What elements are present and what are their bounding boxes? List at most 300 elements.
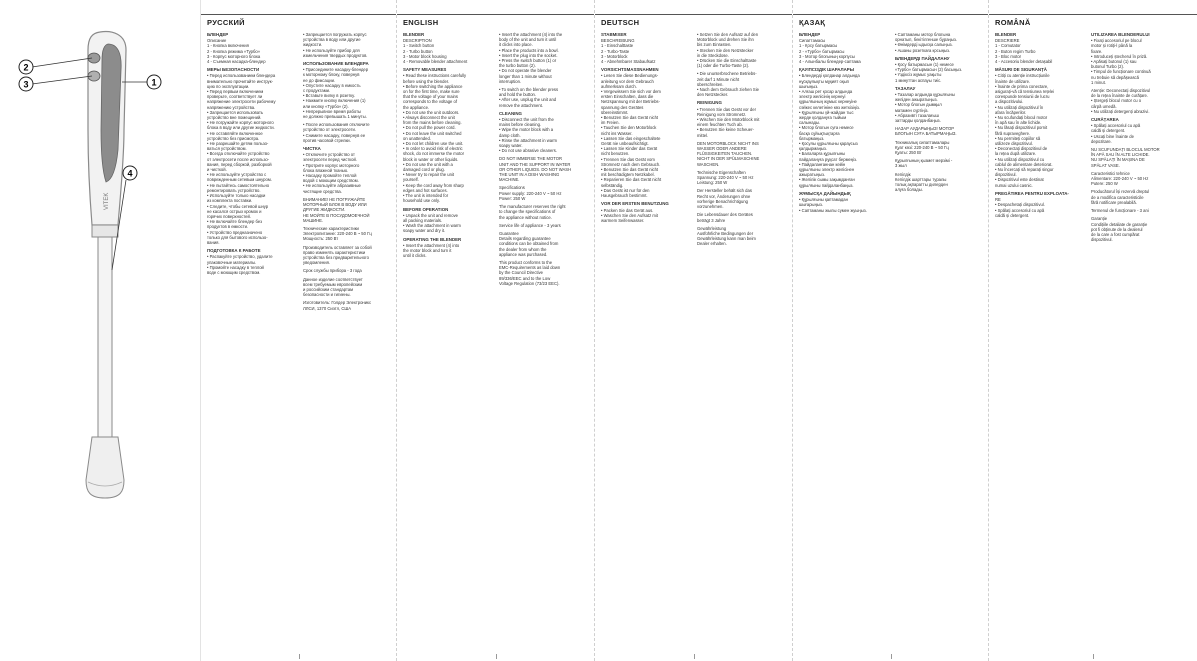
text-block [1091,32,1181,85]
text-line: не должно превышать 1 минуты. [303,114,367,120]
text-line: Мощность: 250 Вт [303,236,339,242]
fold-mark [891,654,892,659]
text-block [499,87,589,108]
text-line: Кепілдік шарттары туралы [895,176,947,182]
text-line: Данное изделие соответствует [303,276,363,282]
svg-text:4: 4 [127,168,133,179]
text-line: блока влажной тканью. [303,167,349,173]
text-line: Описание [207,38,227,44]
text-line: внимательно прочитайте инструк- [207,78,274,84]
text-line: • Setzen Sie den Aufsatz auf den [697,32,759,37]
text-line: • Саптаманы мотор блогына [895,32,951,37]
text-line: asigurați-vă că tensiunea rețelei [995,89,1055,95]
text-line: • Deconectați dispozitivul de [995,146,1048,152]
text-line: anleitung vor dem Gebrauch [601,78,654,84]
text-line: Power: 250 W [499,195,526,201]
callout-3 [19,77,33,91]
text-line: • Do not operate the blender [499,68,552,74]
text-line: алуға болады. [895,187,923,193]
section-heading: BLENDER [995,32,1017,37]
text-line: • Before switching the appliance [403,83,463,89]
text-line: cârpă umedă. [1091,103,1117,109]
text-block [303,226,393,242]
text-line: • Протрите корпус моторного [303,162,360,168]
text-block [499,223,589,228]
text-line: selbständig. [601,182,624,188]
text-line: • Insert the plug into the socket. [499,52,558,58]
text-block [601,67,688,198]
text-line: Gewährleistung kann man beim [697,236,756,242]
text-line: DEN MOTORBLOCK NICHT INS [697,140,759,146]
illustration-panel [0,0,200,661]
text-line: • Nu utilizați dispozitivul în [995,104,1044,110]
text-line: • Ашаны розеткаға қосыңыз. [895,47,951,53]
text-line: Технические характеристики [303,225,359,231]
text-line: mittel. [697,132,709,138]
text-block [895,32,985,53]
text-line: Caracteristici tehnice [1091,170,1130,176]
text-line: DESCRIERE [995,38,1020,44]
text-line: 3 жыл [895,163,907,169]
text-line: • Мотор блогын дымқыл [895,102,942,108]
text-block [499,204,589,220]
text-line: WASCHEN. [697,161,720,167]
callout-1 [147,75,161,89]
text-line: Қуаты: 250 Вт [895,150,922,156]
text-line: ее до фиксации. [303,77,336,83]
text-block [499,260,589,286]
text-line: 3 - Motor block housing [403,53,447,59]
text-line: Reinigung vom Stromnetz. [697,111,747,117]
text-line: устройство вне помещений. [207,115,262,121]
section-heading: BEFORE OPERATION [403,206,449,212]
section-heading: БЛЕНДЕРДІ ПАЙДАЛАНУ [895,55,950,61]
text-line: de a modifica caracteristicile [1091,194,1144,200]
text-line: құрылғының жұмыс кернеуіне [799,99,857,105]
text-line: заттарды қолданбаңыз. [895,118,941,124]
language-title: DEUTSCH [601,18,640,27]
text-line: and hold the button. [499,92,537,98]
text-block [403,67,490,203]
text-line: горячих поверхностей. [207,213,252,219]
text-line: beträgt 3 Jahre [697,217,726,223]
section-heading: PREGĂTIREA PENTRU EXPLOATA- [995,190,1069,196]
text-line: • Не включайте блендер без [207,219,263,225]
text-line: жерде қолдануға тыйым [799,115,847,121]
text-line: 1 - Comutator [995,43,1021,49]
page-header [201,14,396,27]
text-line: • Снимите насадку, повернув ее [303,132,366,138]
text-line: in die Steckdose. [697,52,729,58]
text-block [303,122,393,143]
text-line: • Timpul de funcționare continuă [1091,69,1151,75]
text-line: THE UNIT IN A DISH WASHING [499,172,560,178]
text-block [207,67,294,245]
text-line: în apă sau în alte lichide. [995,120,1042,126]
callout-2 [19,60,33,74]
text-line: • Непрерывное время работы [303,108,362,114]
section-heading: ЖҰМЫСҚА ДАЙЫНДЫҚ [799,190,851,196]
text-column-right [1091,32,1181,647]
text-line: • Устройство предназначено [207,229,263,235]
text-line: проверьте, соответствует ли [207,94,263,100]
text-line: • Вставьте вилку в розетку. [303,93,355,99]
text-line: 4 - Abnehmbarer Stabaufsatz [601,59,656,65]
text-line: (1) oder die Turbo-Taste (2). [697,63,750,69]
text-line: butonul Turbo (2). [1091,64,1125,70]
text-line: This product conforms to the [499,259,553,265]
text-line: • Wipe the motor block with a [499,127,554,133]
text-column-left [403,32,490,647]
text-line: 1 - Einschalttaste [601,43,634,49]
text-line: • Unpack the unit and remove [403,212,459,218]
text-line: NU SCUFUNDAȚI BLOCUL MOTOR [1091,147,1160,153]
text-line: NU SPĂLAȚI ÎN MAȘINA DE [1091,157,1145,163]
text-line: edges and hot surfaces. [403,187,448,193]
text-block [207,248,294,275]
text-line: vorherige Benachrichtigung [697,198,748,204]
text-line: жидкости. [303,42,323,48]
text-line: • Желілік сымы зақымданған [799,177,855,183]
text-line: Motorblock und drehen Sie ihn [697,37,754,43]
text-line: НЕ МОЙТЕ В ПОСУДОМОЕЧНОЙ [303,212,370,218]
text-line: водой с моющим средством. [303,178,359,184]
section-heading: REINIGUNG [697,100,722,106]
section-heading: STABMIXER [601,32,627,37]
text-line: • Apăsați butonul (1) sau [1091,59,1137,65]
text-line: орнатып, бекітілгенше бұраңыз. [895,37,957,43]
text-block [895,172,985,193]
text-line: • Используйте только насадки [207,193,266,199]
blender-head [86,437,124,498]
text-line: Dealer erhalten. [697,241,727,247]
text-line: RE [995,197,1001,203]
text-block [799,191,886,213]
text-line: напряжение электросети рабочему [207,99,276,105]
text-line: • Блендерді қолданар алдында [799,73,860,79]
text-block [697,141,787,167]
text-line: that the voltage of your mains [403,94,458,100]
text-line: матамен сүртіңіз. [895,107,929,113]
text-line: 1 - Кнопка включения [207,43,249,49]
text-line: • Не используйте абразивные [303,183,361,189]
text-line: einem feuchten Tuch ab. [697,122,743,128]
text-line: батырмаңыз. [799,135,825,141]
text-line: устройства без предварительного [303,254,369,260]
text-line: fără notificare prealabilă. [1091,199,1137,205]
text-line: • Drücken Sie die Einschalttaste [697,58,757,64]
text-line: übereinstimmt. [601,109,629,115]
text-line: Alimentare: 220-240 V ~ 50 Hz [1091,176,1149,182]
text-line: • Үздіксіз жұмыс уақыты [895,72,942,78]
text-line: soapy water and dry it. [403,228,446,234]
text-line: • Өнімдерді ыдысқа салыңыз. [895,42,953,48]
text-line: NICHT IN DER SPÜLMASCHINE [697,156,760,162]
text-line: не касался острых кромок и [207,208,262,214]
text-line: нұсқаулықты мұқият оқып [799,78,849,84]
text-line: шығыңыз. [799,83,819,89]
text-line: the motor block and turn it [403,247,452,253]
text-line: 1 minut. [1091,79,1106,85]
text-line: уведомления. [303,260,331,266]
section-heading: OPERATING THE BLENDER [403,236,462,242]
text-line: pot fi obținute de la dealerul [1091,226,1143,232]
text-line: Technische Eigenschaften [697,169,746,175]
text-block [697,170,787,186]
text-line: 2 - Buton regim Turbo [995,48,1036,54]
text-line: • Промойте насадку в теплой [207,264,264,270]
page-kazakh [792,0,988,661]
text-block [303,268,393,273]
text-line: ажыратыңыз. [799,172,826,178]
text-line: interruption. [499,78,522,84]
text-block [499,111,589,154]
text-line: remove the attachment. [499,102,543,108]
text-line: fixare. [1091,48,1103,54]
text-line: МАШИНЕ. [303,217,324,223]
text-line: Техникалық сипаттамалары [895,139,950,145]
page-russian [200,0,396,661]
text-line: • Packen Sie das Gerät aus. [601,207,654,213]
text-line: • Следите, чтобы сетевой шнур [207,203,269,209]
text-line: dispozitivul. [1091,237,1113,243]
text-line: • Не оставляйте включенное [207,130,263,136]
text-line: all packing materials. [403,217,443,223]
text-line: motor și rotiți-l până la [1091,43,1133,49]
text-line: spannung des Gerätes [601,104,644,110]
text-block [207,32,294,64]
text-column-right [499,32,589,647]
page-header [397,14,594,27]
text-line: 2 - «Турбо» батырмасы [799,48,845,54]
text-line: безопасности и гигиены. [303,292,351,298]
text-line: • Не используйте устройство с [207,172,267,178]
text-line: The manufacturer reserves the right [499,204,566,210]
text-block [1091,208,1181,213]
text-line: DESCRIPTION [403,38,432,44]
text-line: • Всегда отключайте устройство [207,151,270,157]
text-line: • Wischen Sie den Motorblock mit [697,117,760,123]
text-line: • Do not leave the unit switched [403,130,462,136]
text-line: Кепілдік [895,171,911,177]
text-line: • Despachetați dispozitivul. [995,202,1045,208]
text-line: • Запрещается погружать корпус [303,32,367,37]
text-line: zeit darf 1 Minute nicht [697,76,740,82]
text-line: Der Hersteller behält sich das [697,188,752,194]
text-line: nu trebuie să depășească [1091,74,1139,80]
text-line: • Do not pull the power cord. [403,125,456,131]
svg-text:3: 3 [23,79,29,90]
text-line: воде с моющим средством. [207,269,261,275]
text-line: the turbo button (2). [499,63,536,69]
text-line: • Насадку промойте теплой [303,173,357,179]
text-line: • Не используйте прибор для [303,47,360,53]
page-header [989,14,1197,27]
text-line: всем требуемым европейским [303,281,363,287]
text-block [403,207,490,234]
text-line: желіден ажыратыңыз. [895,97,938,103]
text-line: • Read these instructions carefully [403,73,467,79]
text-line: • Benutzen Sie das Gerät nicht [601,167,659,173]
text-line: from the mains before cleaning. [403,120,462,126]
text-line: Ausführliche Bedingungen der [697,230,754,236]
text-line: BESCHREIBUNG [601,38,635,44]
text-line: устройства в воду или другие [303,37,361,43]
text-line: упаковочные материалы. [207,259,257,265]
text-line: cablul de alimentare deteriorat. [995,161,1053,167]
text-line: 2 - Turbo button [403,48,433,54]
text-block [499,231,589,257]
text-line: • Always disconnect the unit [403,115,455,121]
text-line: den Netzstecker. [697,92,729,98]
text-line: Gerät nie unbeaufsichtigt. [601,141,649,147]
text-line: • Тазалар алдында құрылғыны [895,92,955,98]
svg-text:2: 2 [23,62,29,73]
text-line: • Do not let children use the unit. [403,141,464,147]
page-deutsch [594,0,792,661]
text-line: • Spălați accesoriul cu apă [995,207,1045,213]
text-line: ersten Einschalten, dass die [601,94,654,100]
text-line: warmem Seifenwasser. [601,217,645,223]
text-block [1091,171,1181,187]
text-line: • Insert the attachment (4) into the [499,32,563,37]
text-block [601,32,688,64]
text-line: DO NOT IMMERSE THE MOTOR [499,156,563,162]
text-line: • Қосулы құрылғыны қараусыз [799,141,858,147]
text-line: the appliance without notice. [499,214,552,220]
language-title: ENGLISH [403,18,439,27]
text-line: • Nu utilizați dispozitivul cu [995,156,1045,162]
text-line: damp cloth. [499,132,521,138]
text-block [799,67,886,188]
text-line: 3 - Bloc motor [995,53,1022,59]
text-line: • Саптаманы жылы сумен жуыңыз. [799,207,867,213]
text-line: • Das Gerät ist nur für den [601,187,650,193]
text-line: corespunde tensiunii de lucru [995,94,1050,100]
text-line: құрылғыны электр желісінен [799,167,855,173]
text-line: • Не разрешайте детям пользо- [207,141,269,147]
text-line: Recht vor, Änderungen ohne [697,193,751,199]
text-line: электр желісінің кернеуі [799,94,846,100]
text-block [499,185,589,201]
text-line: Stromnetz nach dem Gebrauch. [601,161,661,167]
text-line: • Citiți cu atenție instrucțiunile [995,73,1050,79]
text-line: on unattended. [403,135,431,141]
text-line: bis zum Einrasten. [697,42,732,48]
text-line: и чисткой. [207,167,227,173]
text-line: • Do not use the unit outdoors. [403,109,460,115]
text-line: Condițiile detaliate de garanție [1091,221,1148,227]
text-line: • Do not use the unit with a [403,161,453,167]
blender-illustration [8,10,188,650]
text-line: FLÜSSIGKEITEN TAUCHEN. [697,151,753,157]
text-line: из комплекта поставки. [207,198,253,204]
text-line: • Dispozitivul este destinat [995,177,1044,183]
svg-text:1: 1 [151,77,157,88]
section-heading: ИСПОЛЬЗОВАНИЕ БЛЕНДЕРА [303,61,369,67]
text-line: fără supraveghere. [995,130,1031,136]
text-block [1091,216,1181,242]
text-block [1091,88,1181,114]
text-line: Service life of appliance - 3 years [499,222,561,228]
text-line: • Nu încercați să reparați singur [995,167,1054,173]
text-line: право изменять характеристики [303,249,366,255]
text-block [403,237,490,259]
text-line: on for the first time, make sure [403,89,460,95]
text-line: • Балаларға құрылғыны [799,151,846,157]
text-line: 3 - Motorblock [601,53,628,59]
text-line: 1 - Switch button [403,43,435,49]
text-line: • Benutzen Sie das Gerät nicht [601,115,659,121]
page-romanian [988,0,1197,661]
text-line: с продуктами. [303,88,331,94]
text-column-right [697,32,787,647]
text-line: • Отключите устройство от [303,152,355,158]
text-line: longer than 1 minute without [499,73,552,79]
text-line: block in water or other liquids. [403,156,459,162]
text-line: Putere: 250 W [1091,181,1118,187]
text-line: caldă și detergent. [1091,128,1126,134]
text-line: Срок службы прибора - 3 года [303,268,362,274]
text-block [499,32,589,84]
text-line: damaged cord or plug. [403,167,445,173]
section-heading: SAFETY MEASURES [403,67,447,73]
text-line: by the Council Directive [499,270,543,276]
text-line: электросети перед чисткой. [303,157,357,163]
text-line: Hausgebrauch bestimmt. [601,193,648,199]
text-block [697,32,787,68]
text-block [995,67,1082,188]
text-line: • Uscați bine înainte de [1091,133,1134,139]
text-line: • Waschen Sie den Aufsatz mit [601,212,658,218]
section-heading: BLENDER [403,32,425,37]
text-line: überschreiten. [697,81,724,87]
text-line: • Lassen Sie Kinder das Gerät [601,146,658,152]
text-block [697,71,787,97]
text-line: • Benutzen Sie keine Scheuer- [697,127,754,133]
text-line: • Распакуйте устройство, удалите [207,254,273,260]
text-line: НАЗАР АУДАРЫҢЫЗ! МОТОР [895,126,955,132]
blender-shaft [98,237,112,437]
text-block [403,32,490,64]
text-line: 4 - Accesoriu blender detașabil [995,59,1053,65]
text-line: • Never try to repair the unit [403,172,455,178]
text-block [499,156,589,182]
text-line: блока в воду или другие жидкости. [207,125,275,131]
fold-mark [299,654,300,659]
text-block [1091,189,1181,205]
text-line: 2 - Turbo-Taste [601,48,630,54]
text-line: mains before cleaning. [499,122,542,128]
text-line: • Мотор блогын суға немесе [799,125,854,131]
text-line: «Турбо» батырмасын (2) басыңыз. [895,67,963,73]
text-line: Қуат көзі: 220-240 В ~ 50 Гц [895,144,949,150]
text-line: mit beschädigtem Netzkabel. [601,172,655,178]
text-line: Leistung: 250 W [697,180,728,186]
text-line: UNIT AND THE SUPPORT IN WATER [499,161,571,167]
text-line: the appliance. [403,104,430,110]
text-block [303,197,393,223]
text-line: Изготовитель: Голдер Электроникс [303,300,372,306]
text-line: • Press the switch button (1) or [499,58,557,64]
text-line: • Құрылғыны қаптамадан [799,197,848,203]
text-line: vorzunehmen. [697,204,724,210]
text-line: • Place the products into a bowl. [499,47,559,53]
text-line: • Fixați accesoriul pe blocul [1091,38,1142,44]
text-line: БЛОГЫН СУҒА БАТЫРМАҢЫЗ. [895,131,957,137]
text-line: Gewährleistung [697,225,727,231]
callout-4 [123,166,137,180]
